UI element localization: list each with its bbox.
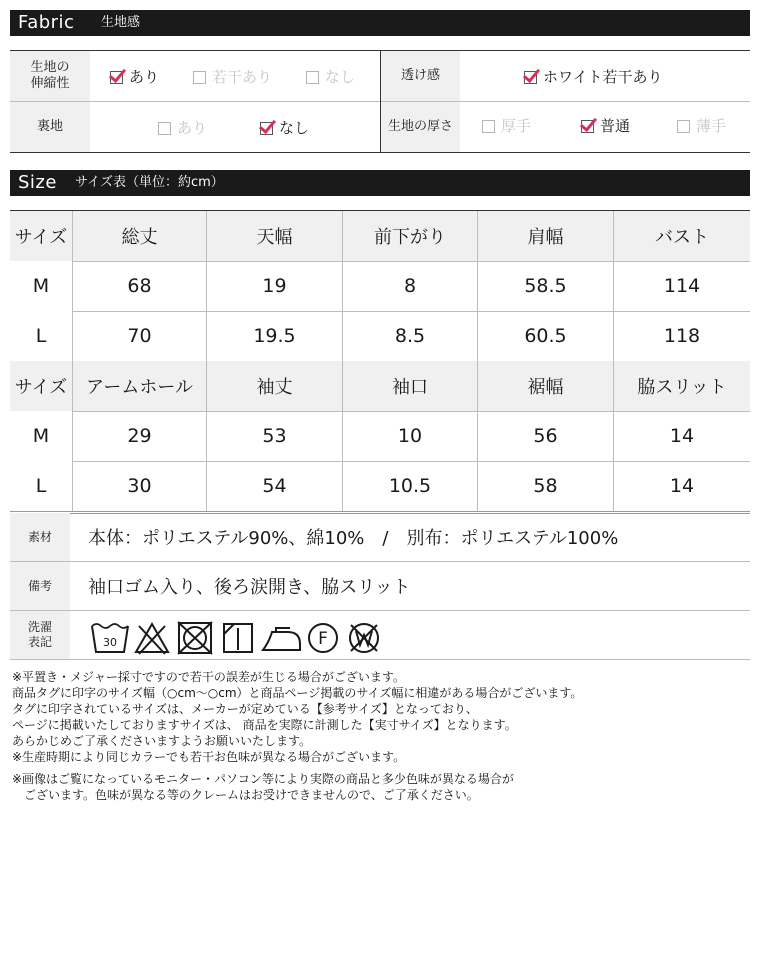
material-value: 本体：ポリエステル90%、綿10% / 別布：ポリエステル100% [88, 528, 619, 549]
note-line: ございます。色味が異なる等のクレームはお受けできませんので、ご了承ください。 [12, 788, 479, 802]
no-tumble-dry-icon [175, 620, 215, 656]
column-header: 袖口 [342, 361, 477, 411]
transparency-option-white: ホワイト若干あり [524, 67, 663, 87]
size-table-header-row [10, 211, 750, 262]
table-row [10, 461, 750, 514]
value-cell: 53 [206, 411, 342, 461]
remarks-value: 袖口ゴム入り、後ろ涙開き、脇スリット [88, 577, 411, 598]
table-row [10, 311, 750, 362]
note-line: あらかじめご了承くださいますようお願いいたします。 [12, 734, 312, 748]
checkbox-icon [677, 120, 690, 133]
note-line: ※生産時期により同じカラーでも若干お色味が異なる場合がございます。 [12, 750, 406, 764]
checkbox-icon [306, 71, 319, 84]
size-cell: L [10, 311, 72, 361]
lining-option-no: なし [260, 118, 309, 138]
table-row [10, 411, 750, 462]
note-line: タグに印字されているサイズは、メーカーが定めている【参考サイズ】となっており、 [12, 702, 478, 716]
fabric-table [10, 50, 750, 153]
no-bleach-icon [133, 620, 171, 656]
checked-checkbox-icon [260, 122, 273, 135]
column-header: アームホール [72, 361, 206, 411]
material-row [10, 513, 750, 562]
line-dry-shade-icon [220, 620, 256, 656]
notes [12, 669, 582, 803]
lining-option-yes: あり [158, 118, 207, 138]
stretch-option-none: なし [306, 67, 355, 87]
thickness-label: 生地の厚さ [381, 102, 460, 152]
note-line: ※画像はご覧になっているモニター・パソコン等により実際の商品と多少色味が異なる場合が [12, 772, 514, 786]
value-cell: 10.5 [342, 461, 477, 511]
iron-low-icon [260, 620, 302, 656]
remarks-row [10, 562, 750, 611]
checkbox-icon [482, 120, 495, 133]
column-header: バスト [613, 211, 750, 261]
fabric-title: Fabric [18, 12, 75, 33]
value-cell: 14 [613, 411, 750, 461]
note-line: 商品タグに印字のサイズ幅（○cm～○cm）と商品ページ掲載のサイズ幅に相違がある場合がございます。 [12, 686, 583, 700]
fabric-section-header [10, 10, 750, 36]
value-cell: 19.5 [206, 311, 342, 361]
checkbox-icon [193, 71, 206, 84]
value-cell: 68 [72, 261, 206, 311]
fabric-subtitle: 生地感 [101, 15, 141, 30]
column-header: 総丈 [72, 211, 206, 261]
value-cell: 70 [72, 311, 206, 361]
value-cell: 58 [477, 461, 613, 511]
value-cell: 14 [613, 461, 750, 511]
svg-text:F: F [318, 629, 328, 649]
svg-text:30: 30 [103, 636, 117, 649]
stretch-option-slight: 若干あり [193, 67, 272, 87]
note-line: ページに掲載いたしておりますサイズは、 商品を実際に計測した【実寸サイズ】となります。 [12, 718, 517, 732]
material-label: 素材 [10, 513, 70, 561]
transparency-label: 透け感 [381, 51, 460, 101]
checkbox-icon [158, 122, 171, 135]
value-cell: 118 [613, 311, 750, 361]
size-table [10, 210, 750, 511]
remarks-label: 備考 [10, 562, 70, 610]
column-header: 前下がり [342, 211, 477, 261]
column-header: 裾幅 [477, 361, 613, 411]
care-label: 洗濯 表記 [10, 611, 70, 659]
size-cell: M [10, 261, 72, 311]
no-wet-clean-icon [345, 620, 383, 656]
value-cell: 30 [72, 461, 206, 511]
column-header: 袖丈 [206, 361, 342, 411]
column-header: 脇スリット [613, 361, 750, 411]
value-cell: 8 [342, 261, 477, 311]
size-table-header-row [10, 361, 750, 412]
thickness-option-thin: 薄手 [677, 116, 726, 136]
dryclean-f-icon [305, 620, 341, 656]
value-cell: 60.5 [477, 311, 613, 361]
value-cell: 8.5 [342, 311, 477, 361]
size-subtitle: サイズ表（単位：約cm） [75, 175, 224, 190]
value-cell: 29 [72, 411, 206, 461]
checked-checkbox-icon [524, 71, 537, 84]
value-cell: 54 [206, 461, 342, 511]
value-cell: 114 [613, 261, 750, 311]
size-section-header [10, 170, 750, 196]
stretch-label: 生地の 伸縮性 [10, 51, 90, 101]
thickness-option-thick: 厚手 [482, 116, 531, 136]
column-header: 天幅 [206, 211, 342, 261]
size-title: Size [18, 172, 57, 193]
thickness-option-normal: 普通 [581, 116, 630, 136]
size-column-header: サイズ [10, 361, 72, 411]
checked-checkbox-icon [581, 120, 594, 133]
value-cell: 56 [477, 411, 613, 461]
table-row [10, 261, 750, 312]
value-cell: 10 [342, 411, 477, 461]
value-cell: 19 [206, 261, 342, 311]
lining-label: 裏地 [10, 102, 90, 152]
size-column-header: サイズ [10, 211, 72, 261]
size-cell: L [10, 461, 72, 511]
note-line: ※平置き・メジャー採寸ですので若干の誤差が生じる場合がございます。 [12, 670, 405, 684]
column-header: 肩幅 [477, 211, 613, 261]
value-cell: 58.5 [477, 261, 613, 311]
size-cell: M [10, 411, 72, 461]
checked-checkbox-icon [110, 71, 123, 84]
stretch-option-yes: あり [110, 67, 159, 87]
wash-30-icon [90, 620, 130, 656]
